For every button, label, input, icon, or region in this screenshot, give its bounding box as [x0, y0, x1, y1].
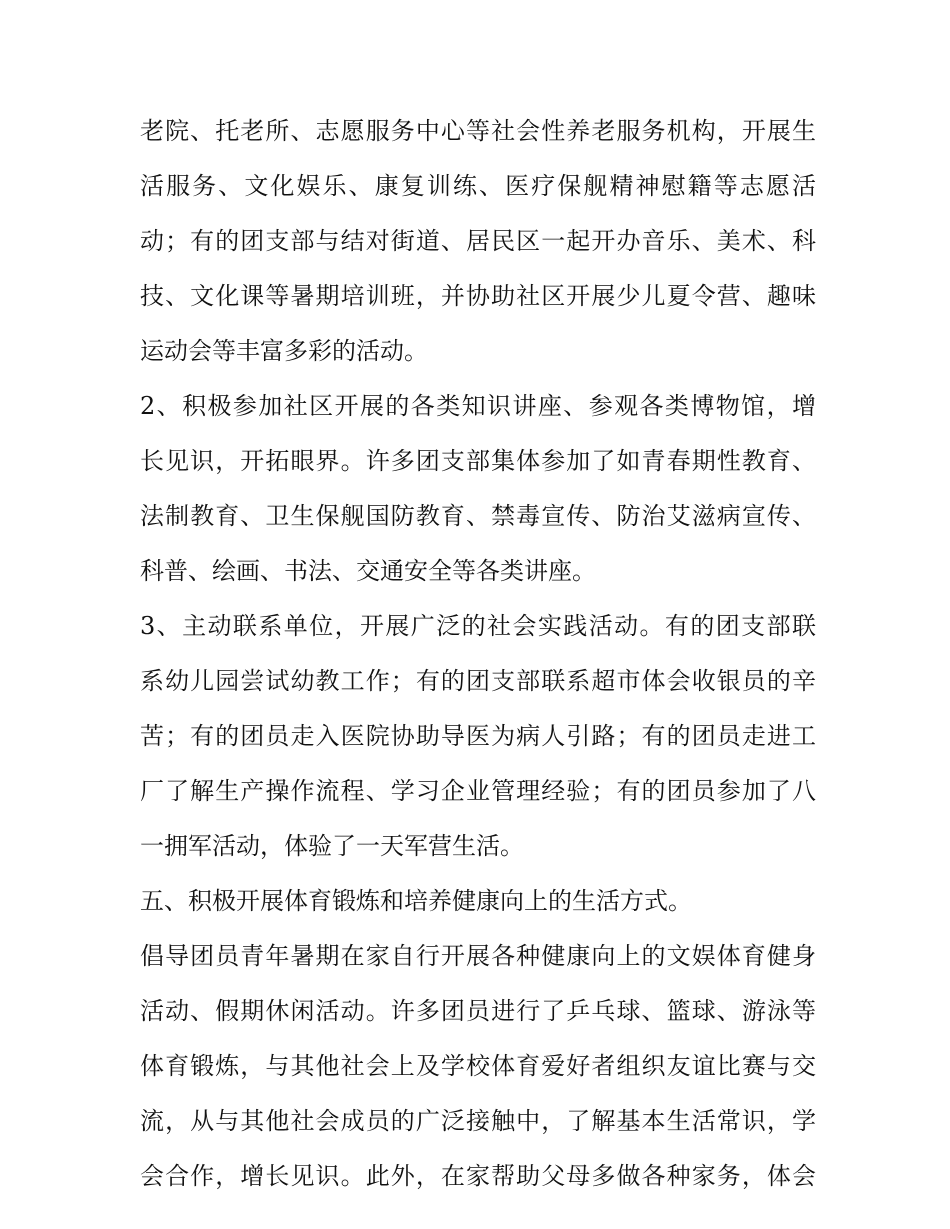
text-line: 3、主动联系单位，开展广泛的社会实践活动。有的团支部联	[140, 612, 816, 640]
text-line: 苦；有的团员走入医院协助导医为病人引路；有的团员走进工	[140, 722, 816, 750]
text-line: 科普、绘画、书法、交通安全等各类讲座。	[140, 557, 596, 585]
text-line: 一拥军活动，体验了一天军营生活。	[140, 832, 524, 860]
text-line: 长见识，开拓眼界。许多团支部集体参加了如青春期性教育、	[140, 447, 816, 475]
text-line: 活服务、文化娱乐、康复训练、医疗保舰精神慰籍等志愿活	[140, 172, 816, 200]
section-heading: 五、积极开展体育锻炼和培养健康向上的生活方式。	[140, 887, 692, 915]
text-line: 技、文化课等暑期培训班，并协助社区开展少儿夏令营、趣味	[140, 282, 816, 310]
text-line: 体育锻炼，与其他社会上及学校体育爱好者组织友谊比赛与交	[140, 1052, 816, 1080]
text-line: 系幼儿园尝试幼教工作；有的团支部联系超市体会收银员的辛	[140, 667, 816, 695]
text-line: 会合作，增长见识。此外，在家帮助父母多做各种家务，体会	[140, 1162, 816, 1190]
document-body	[140, 104, 816, 1204]
text-line: 2、积极参加社区开展的各类知识讲座、参观各类博物馆，增	[140, 392, 816, 420]
text-line: 流，从与其他社会成员的广泛接触中，了解基本生活常识，学	[140, 1107, 816, 1135]
text-line: 运动会等丰富多彩的活动。	[140, 337, 428, 365]
text-line: 老院、托老所、志愿服务中心等社会性养老服务机构，开展生	[140, 117, 816, 145]
text-line: 动；有的团支部与结对街道、居民区一起开办音乐、美术、科	[140, 227, 816, 255]
text-line: 活动、假期休闲活动。许多团员进行了乒乓球、篮球、游泳等	[140, 997, 816, 1025]
text-line: 厂了解生产操作流程、学习企业管理经验；有的团员参加了八	[140, 777, 816, 805]
text-line: 法制教育、卫生保舰国防教育、禁毒宣传、防治艾滋病宣传、	[140, 502, 816, 530]
text-line: 倡导团员青年暑期在家自行开展各种健康向上的文娱体育健身	[140, 942, 816, 970]
